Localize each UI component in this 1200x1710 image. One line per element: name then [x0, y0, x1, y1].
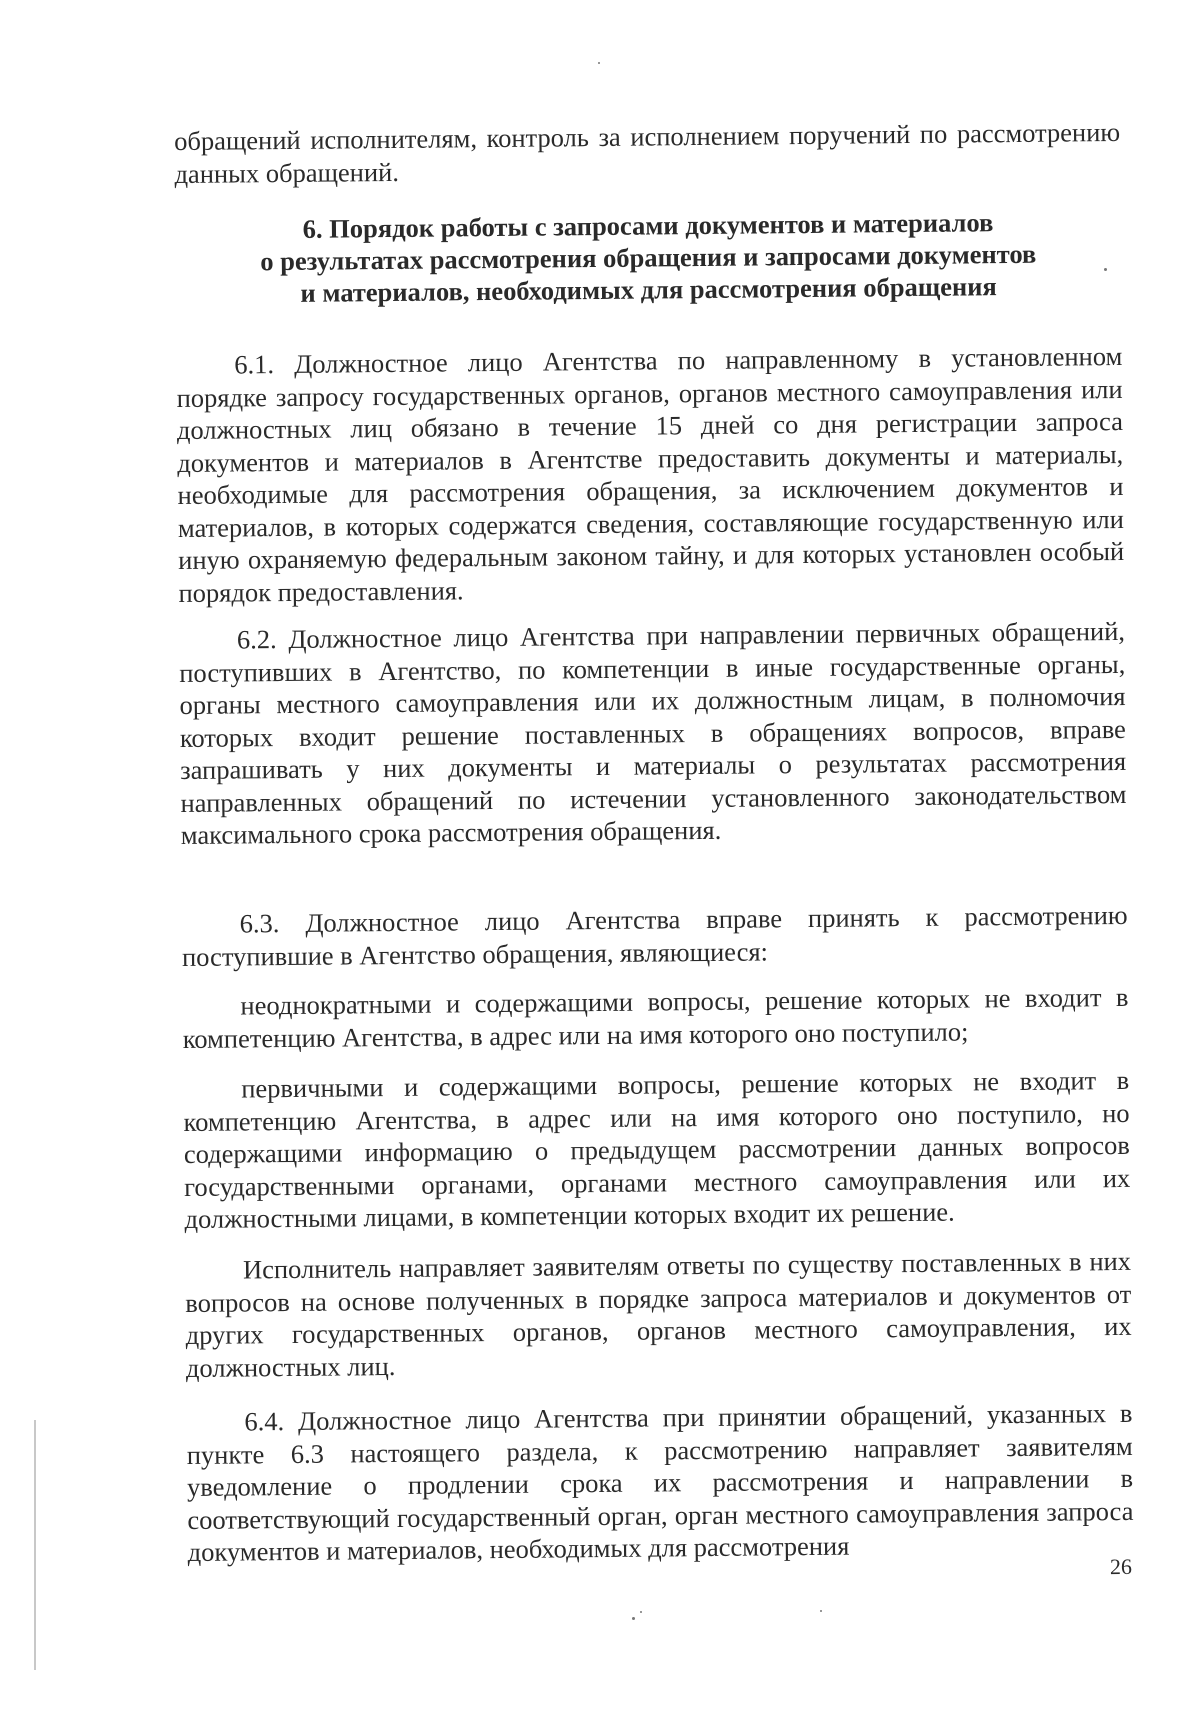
- scan-edge-mark: [34, 1420, 36, 1670]
- continuation-paragraph: обращений исполнителям, контроль за исполнением поручений по рассмотрению данных обращений.: [174, 116, 1121, 189]
- paragraph-6-2: 6.2. Должностное лицо Агентства при направлении первичных обращений, поступивших в Агентство, по компетенции в иные государственные органы, органы местного самоуправления или их должностным лицам, в полномочия которых входит решение поставленных в обращениях вопросов, вправе запрашивать у них документы и материалы о результатах рассмотрения направленных обращений по истечении установленного законодательством максимального срока рассмотрения обращения.: [179, 615, 1127, 851]
- section-heading: [175, 205, 1122, 310]
- heading-line-1: 6. Порядок работы с запросами документов и материалов: [302, 207, 994, 244]
- paragraph-executor: Исполнитель направляет заявителям ответы по существу поставленных в них вопросов на основе полученных в порядке запроса материалов и документов от других государственных органов, органов местного самоуправления, их должностных лиц.: [185, 1245, 1132, 1383]
- scan-speck: [1104, 268, 1107, 271]
- heading-line-2: о результатах рассмотрения обращения и запросами документов: [260, 238, 1037, 277]
- scan-speck: [640, 1611, 642, 1613]
- paragraph-repeated-requests: неоднократными и содержащими вопросы, решение которых не входит в компетенцию Агентства, в адрес или на имя которого оно поступило;: [182, 981, 1129, 1054]
- paragraph-6-4: 6.4. Должностное лицо Агентства при принятии обращений, указанных в пункте 6.3 настоящего раздела, к рассмотрению направляет заявителям уведомление о продлении срока их рассмотрения и направлении в соответствующий государственный орган, орган местного самоуправления запроса документов и материалов, необходимых для рассмотрения: [186, 1397, 1134, 1567]
- paragraph-primary-requests: первичными и содержащими вопросы, решение которых не входит в компетенцию Агентства, в адрес или на имя которого оно поступило, но содержащими информацию о предыдущем рассмотрении данных вопросов государственными органами, органами местного самоуправления или их должностными лицами, в компетенции которых входит их решение.: [183, 1064, 1131, 1235]
- heading-line-3: и материалов, необходимых для рассмотрения обращения: [300, 271, 997, 308]
- paragraph-6-1: 6.1. Должностное лицо Агентства по направленному в установленном порядке запросу государственных органов, органов местного самоуправления или должностных лиц обязано в течение 15 дней со дня регистрации запроса документов и материалов в Агентстве предоставить документы и материалы, необходимые для рассмотрения обращения, за исключением документов и материалов, в которых содержатся сведения, составляющие государственную или иную охраняемую федеральным законом тайну, и для которых установлен особый порядок предоставления.: [176, 340, 1125, 608]
- scan-speck: [632, 1617, 635, 1620]
- page-number: 26: [1109, 1553, 1133, 1580]
- scan-speck: [598, 62, 600, 64]
- paragraph-6-3: 6.3. Должностное лицо Агентства вправе принять к рассмотрению поступившие в Агентство обращения, являющиеся:: [181, 899, 1128, 972]
- scan-speck: [820, 1610, 822, 1612]
